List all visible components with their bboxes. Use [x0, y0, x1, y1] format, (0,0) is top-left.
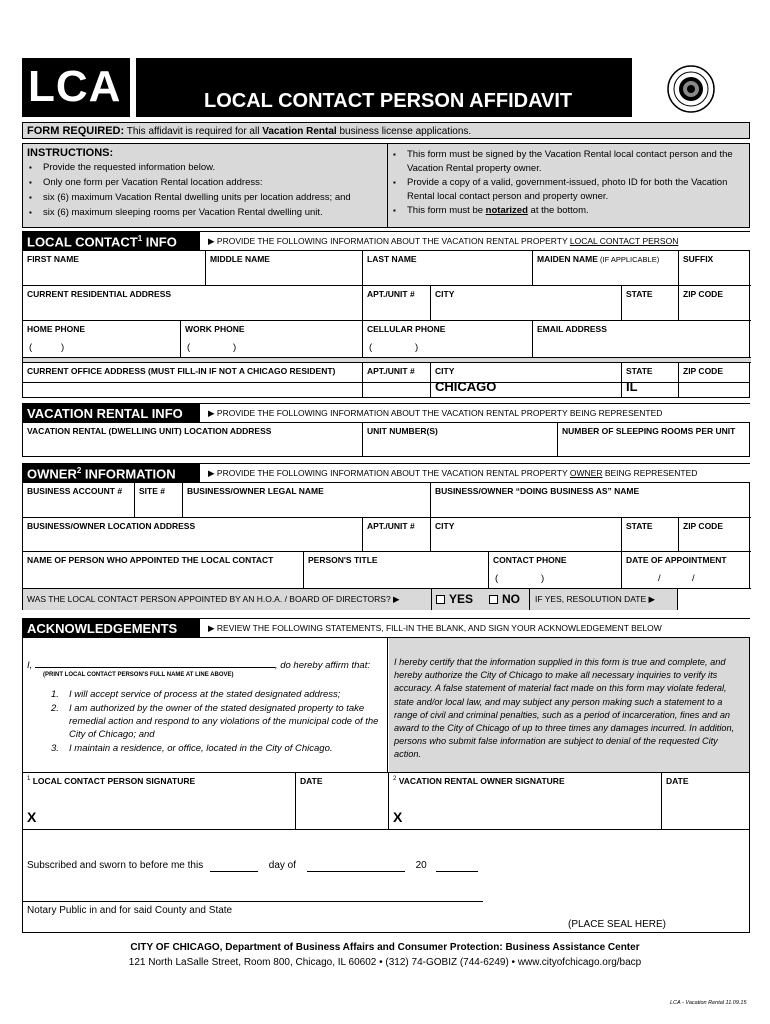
maiden-name-label: [537, 254, 659, 264]
paren-open: (: [369, 342, 373, 353]
notary-section: [22, 830, 750, 933]
owner-city-label: CITY: [435, 521, 455, 531]
vacation-rental-title: VACATION RENTAL INFO: [22, 404, 200, 423]
affirm-item: [43, 742, 381, 755]
persons-title-label: PERSON'S TITLE: [308, 555, 378, 565]
signatures-row: [22, 773, 750, 830]
date-slash: /: [692, 573, 695, 584]
office-zip-field[interactable]: [679, 363, 751, 383]
yes-box-icon: [436, 595, 445, 604]
contact-phone-field[interactable]: [489, 552, 622, 588]
affirm-list: [43, 688, 381, 755]
maiden-name-label-text: MAIDEN NAME: [537, 254, 598, 264]
affirm-item-number: 2.: [51, 703, 59, 714]
form-required-label: FORM REQUIRED:: [27, 125, 125, 137]
instructions-heading: INSTRUCTIONS:: [27, 147, 114, 159]
lc-row-names: [23, 251, 751, 286]
last-name-label: LAST NAME: [367, 254, 417, 264]
owner-city-field[interactable]: [431, 518, 622, 551]
owner-signature-x: X: [393, 809, 403, 825]
suffix-label: SUFFIX: [683, 254, 714, 264]
vacation-rental-header: [22, 403, 750, 423]
lca-logo-text: LCA: [28, 62, 122, 111]
affirm-i: I,: [27, 660, 33, 671]
month-blank[interactable]: [307, 860, 405, 872]
owner-header: [22, 463, 750, 483]
instructions-right: [391, 148, 747, 218]
business-account-field[interactable]: [23, 483, 135, 517]
home-phone-label: HOME PHONE: [27, 324, 86, 334]
local-contact-header: [22, 231, 750, 251]
unit-numbers-field[interactable]: [363, 423, 558, 456]
no-box-icon: [489, 595, 498, 604]
city-label: CITY: [435, 289, 455, 299]
acknowledgements-header: [22, 618, 750, 638]
state-field[interactable]: [622, 286, 679, 320]
affirm-column: [23, 638, 388, 772]
instruction-item: ▪ six (6) maximum sleeping rooms per Vacation Rental dwelling unit.: [27, 205, 383, 220]
owner-date-label: DATE: [666, 776, 689, 786]
appointer-name-label: NAME OF PERSON WHO APPOINTED THE LOCAL CONTACT: [27, 555, 274, 565]
apt-label: APT./UNIT #: [367, 289, 415, 299]
footer-address: 121 North LaSalle Street, Room 800, Chicago, IL 60602 • (312) 74-GOBIZ (744-6249) • www.cityofchicago.org/bacp: [128, 957, 642, 968]
instructions-right-list: [391, 148, 747, 218]
acknowledgements-body: [22, 638, 750, 773]
hoa-divider: [431, 589, 432, 610]
office-state-cell: [622, 379, 679, 397]
unit-numbers-label: UNIT NUMBER(S): [367, 426, 438, 436]
middle-name-field[interactable]: [206, 251, 363, 285]
paren-open: (: [187, 342, 191, 353]
owner-row-1: [23, 483, 751, 518]
paren-open: (: [495, 573, 499, 584]
first-name-label: FIRST NAME: [27, 254, 79, 264]
city-field[interactable]: [431, 286, 622, 320]
dba-label: BUSINESS/OWNER “DOING BUSINESS AS” NAME: [435, 486, 640, 496]
notarized-text-b: notarized: [485, 205, 528, 216]
persons-title-field[interactable]: [304, 552, 489, 588]
rental-location-address-field[interactable]: [23, 423, 363, 456]
owner-state-field[interactable]: [622, 518, 679, 551]
local-contact-title: [22, 232, 200, 251]
day-of-text: day of: [268, 860, 297, 871]
home-phone-field[interactable]: [23, 321, 181, 357]
lc-row-office: [23, 363, 751, 383]
dba-field[interactable]: [431, 483, 751, 517]
office-address-value: [23, 383, 363, 397]
form-required-text-a: This affidavit is required for all: [126, 126, 263, 137]
notary-public-text: Notary Public in and for said County and State: [27, 905, 233, 916]
office-city-label: CITY: [435, 366, 455, 376]
office-values-row: [22, 379, 750, 398]
email-label: EMAIL ADDRESS: [537, 324, 607, 334]
yes-label: YES: [449, 592, 474, 606]
resolution-label: IF YES, RESOLUTION DATE ▶: [535, 594, 656, 604]
owner-note-a: ▶ PROVIDE THE FOLLOWING INFORMATION ABOUT THE VACATION RENTAL PROPERTY: [208, 468, 570, 478]
first-name-field[interactable]: [23, 251, 206, 285]
footer-version: LCA - Vacation Rental 11.09.15: [670, 1000, 747, 1006]
residential-address-label: CURRENT RESIDENTIAL ADDRESS: [27, 289, 172, 299]
form-required-text-b: Vacation Rental: [262, 126, 337, 137]
local-contact-table: [22, 251, 750, 383]
owner-sup: 2: [76, 466, 82, 475]
local-contact-title-end: INFO: [142, 234, 177, 250]
affirm-item-text: I maintain a residence, or office, located in the City of Chicago.: [69, 743, 333, 754]
local-contact-note-b: LOCAL CONTACT PERSON: [569, 236, 679, 246]
affirm-text: , do hereby affirm that:: [274, 660, 370, 671]
apt-field[interactable]: [363, 286, 431, 320]
work-phone-label: WORK PHONE: [185, 324, 245, 334]
owner-table: [22, 483, 750, 610]
instruction-item: ▪ Provide the requested information below.: [27, 160, 383, 175]
notary-line[interactable]: [23, 901, 483, 902]
affirm-line: [27, 659, 370, 671]
local-contact-title-text: LOCAL CONTACT: [27, 234, 138, 250]
local-contact-sup: 1: [137, 234, 143, 243]
owner-apt-field[interactable]: [363, 518, 431, 551]
last-name-field[interactable]: [363, 251, 533, 285]
certify-text: I hereby certify that the information supplied in this form is true and complete, and hereby authorize the City of Chicago to make all necessary inquiries to verify its accuracy. A false statement of material fact made on this form may violate federal, state and/or local law, and may subject any person making such a statement to a range of civil and criminal penalties, such as a period of incarceration, fines and an award to the City of Chicago of up to three times any damages incurred. In addition, persons who submit false information are subject to denial of the requested City action.: [394, 657, 735, 760]
subscribed-text: Subscribed and sworn to before me this: [27, 860, 204, 871]
office-state-label: STATE: [626, 366, 653, 376]
no-checkbox[interactable]: [489, 592, 520, 606]
affirm-item-text: I will accept service of process at the stated designated address;: [69, 689, 341, 700]
legal-name-label: BUSINESS/OWNER LEGAL NAME: [187, 486, 324, 496]
place-seal-text: (PLACE SEAL HERE): [568, 919, 666, 930]
paren-close: ): [61, 342, 65, 353]
local-signature-x: X: [27, 809, 37, 825]
owner-row-3: [23, 552, 751, 589]
acknowledgements-note: ▶ REVIEW THE FOLLOWING STATEMENTS, FILL-IN THE BLANK, AND SIGN YOUR ACKNOWLEDGEMENT BELOW: [208, 623, 662, 633]
city-seal: [667, 65, 715, 113]
local-signature-text: LOCAL CONTACT PERSON SIGNATURE: [30, 776, 196, 786]
office-apt-label: APT./UNIT #: [367, 366, 415, 376]
owner-location-field[interactable]: [23, 518, 363, 551]
lc-row-residential: [23, 286, 751, 321]
subscribed-line: [27, 860, 478, 872]
local-signature-label: [27, 776, 195, 786]
owner-note-b: OWNER: [569, 468, 603, 478]
paren-open: (: [29, 342, 33, 353]
acknowledgements-title: ACKNOWLEDGEMENTS: [22, 619, 200, 638]
affirm-item-text: I am authorized by the owner of the stated designated property to take remedial action and respond to any violations of the municipal code of the City of Chicago; and: [69, 703, 379, 740]
owner-signature-label: [393, 776, 565, 786]
suffix-field[interactable]: [679, 251, 751, 285]
owner-state-label: STATE: [626, 521, 653, 531]
affirm-item-number: 3.: [51, 743, 59, 754]
print-note: (PRINT LOCAL CONTACT PERSON'S FULL NAME AT LINE ABOVE): [43, 672, 234, 678]
resolution-divider: [529, 589, 530, 610]
owner-signature-text: VACATION RENTAL OWNER SIGNATURE: [396, 776, 565, 786]
owner-signature-date-field[interactable]: [662, 773, 749, 829]
yes-checkbox[interactable]: [436, 592, 473, 606]
office-apt-field[interactable]: [363, 363, 431, 383]
year-blank[interactable]: [436, 860, 478, 872]
office-apt-value: [363, 383, 431, 397]
local-contact-note: [208, 236, 678, 247]
sig-sup-2: 2: [393, 776, 397, 783]
email-field[interactable]: [533, 321, 751, 357]
work-phone-field[interactable]: [181, 321, 363, 357]
site-label: SITE #: [139, 486, 165, 496]
legal-name-field[interactable]: [183, 483, 431, 517]
rental-location-address-label: VACATION RENTAL (DWELLING UNIT) LOCATION ADDRESS: [27, 426, 272, 436]
date-appointment-field[interactable]: [622, 552, 751, 588]
owner-location-label: BUSINESS/OWNER LOCATION ADDRESS: [27, 521, 196, 531]
certify-column: [389, 638, 749, 772]
local-signature-date-field[interactable]: [296, 773, 389, 829]
date-appointment-label: DATE OF APPOINTMENT: [626, 555, 727, 565]
instruction-item: ▪ This form must be signed by the Vacation Rental local contact person and the Vacation Rental property owner.: [391, 148, 747, 176]
cell-phone-label: CELLULAR PHONE: [367, 324, 446, 334]
owner-title-text: OWNER: [27, 466, 77, 482]
owner-zip-label: ZIP CODE: [683, 521, 723, 531]
notarized-text-c: at the bottom.: [527, 205, 589, 216]
residential-address-field[interactable]: [23, 286, 363, 320]
sleeping-rooms-label: NUMBER OF SLEEPING ROOMS PER UNIT: [562, 426, 736, 436]
day-blank[interactable]: [210, 860, 258, 872]
form-required-text-c: business license applications.: [336, 126, 472, 137]
middle-name-label: MIDDLE NAME: [210, 254, 270, 264]
local-contact-note-a: ▶ PROVIDE THE FOLLOWING INFORMATION ABOUT THE VACATION RENTAL PROPERTY: [208, 236, 570, 246]
office-address-label: CURRENT OFFICE ADDRESS (MUST FILL-IN IF NOT A CHICAGO RESIDENT): [27, 366, 336, 376]
resolution-date-field[interactable]: [677, 589, 751, 610]
instruction-item: [391, 204, 747, 218]
instruction-item: ▪ Provide a copy of a valid, government-issued, photo ID for both the Vacation Rental local contact person and property owner.: [391, 176, 747, 204]
office-city-cell: [431, 379, 622, 397]
no-label: NO: [502, 592, 520, 606]
zip-label: ZIP CODE: [683, 289, 723, 299]
lc-row-phones: [23, 321, 751, 358]
owner-apt-label: APT./UNIT #: [367, 521, 415, 531]
lca-logo: [22, 58, 130, 117]
instruction-item: ▪ Only one form per Vacation Rental location address:: [27, 175, 383, 190]
office-address-field[interactable]: [23, 363, 363, 383]
footer-department: CITY OF CHICAGO, Department of Business Affairs and Consumer Protection: Business Assistance Center: [130, 942, 640, 953]
site-field[interactable]: [135, 483, 183, 517]
cell-phone-field[interactable]: [363, 321, 533, 357]
maiden-name-note: (IF APPLICABLE): [597, 255, 660, 264]
instructions-left: [23, 144, 388, 227]
name-blank[interactable]: [35, 659, 275, 668]
local-date-label: DATE: [300, 776, 323, 786]
affirm-item-number: 1.: [51, 689, 59, 700]
zip-field[interactable]: [679, 286, 751, 320]
hoa-question: WAS THE LOCAL CONTACT PERSON APPOINTED BY AN H.O.A. / BOARD OF DIRECTORS? ▶: [27, 594, 400, 604]
instructions-box: [22, 143, 750, 228]
office-state-value: IL: [626, 379, 638, 394]
state-label: STATE: [626, 289, 653, 299]
date-slash: /: [658, 573, 661, 584]
year-text: 20: [415, 860, 427, 871]
business-account-label: BUSINESS ACCOUNT #: [27, 486, 123, 496]
owner-note-c: BEING REPRESENTED: [602, 468, 698, 478]
vacation-rental-note: ▶ PROVIDE THE FOLLOWING INFORMATION ABOUT THE VACATION RENTAL PROPERTY BEING REPRESENTED: [208, 408, 663, 418]
form-required-bar: [22, 122, 750, 139]
vacation-rental-table: [22, 423, 750, 457]
owner-row-2: [23, 518, 751, 552]
sig-sup-1: 1: [27, 776, 31, 783]
title-bar: [136, 58, 632, 117]
maiden-name-field[interactable]: [533, 251, 679, 285]
owner-note: [208, 468, 697, 479]
owner-title-end: INFORMATION: [81, 466, 176, 482]
affirm-item: [43, 688, 381, 701]
instructions-left-list: [27, 160, 383, 220]
notarized-text-a: This form must be: [407, 205, 486, 216]
paren-close: ): [233, 342, 237, 353]
owner-title: [22, 464, 200, 483]
office-zip-label: ZIP CODE: [683, 366, 723, 376]
owner-zip-field[interactable]: [679, 518, 751, 551]
affirm-item: [43, 702, 381, 741]
owner-signature-field[interactable]: [389, 773, 662, 829]
page-title: LOCAL CONTACT PERSON AFFIDAVIT: [204, 90, 573, 112]
paren-close: ): [415, 342, 419, 353]
office-city-value: CHICAGO: [435, 379, 497, 394]
instruction-item: ▪ six (6) maximum Vacation Rental dwelling units per location address; and: [27, 190, 383, 205]
local-signature-field[interactable]: [23, 773, 296, 829]
owner-row-hoa: [23, 589, 751, 610]
contact-phone-label: CONTACT PHONE: [493, 555, 567, 565]
paren-close: ): [541, 573, 545, 584]
sleeping-rooms-field[interactable]: [558, 423, 749, 456]
appointer-name-field[interactable]: [23, 552, 304, 588]
